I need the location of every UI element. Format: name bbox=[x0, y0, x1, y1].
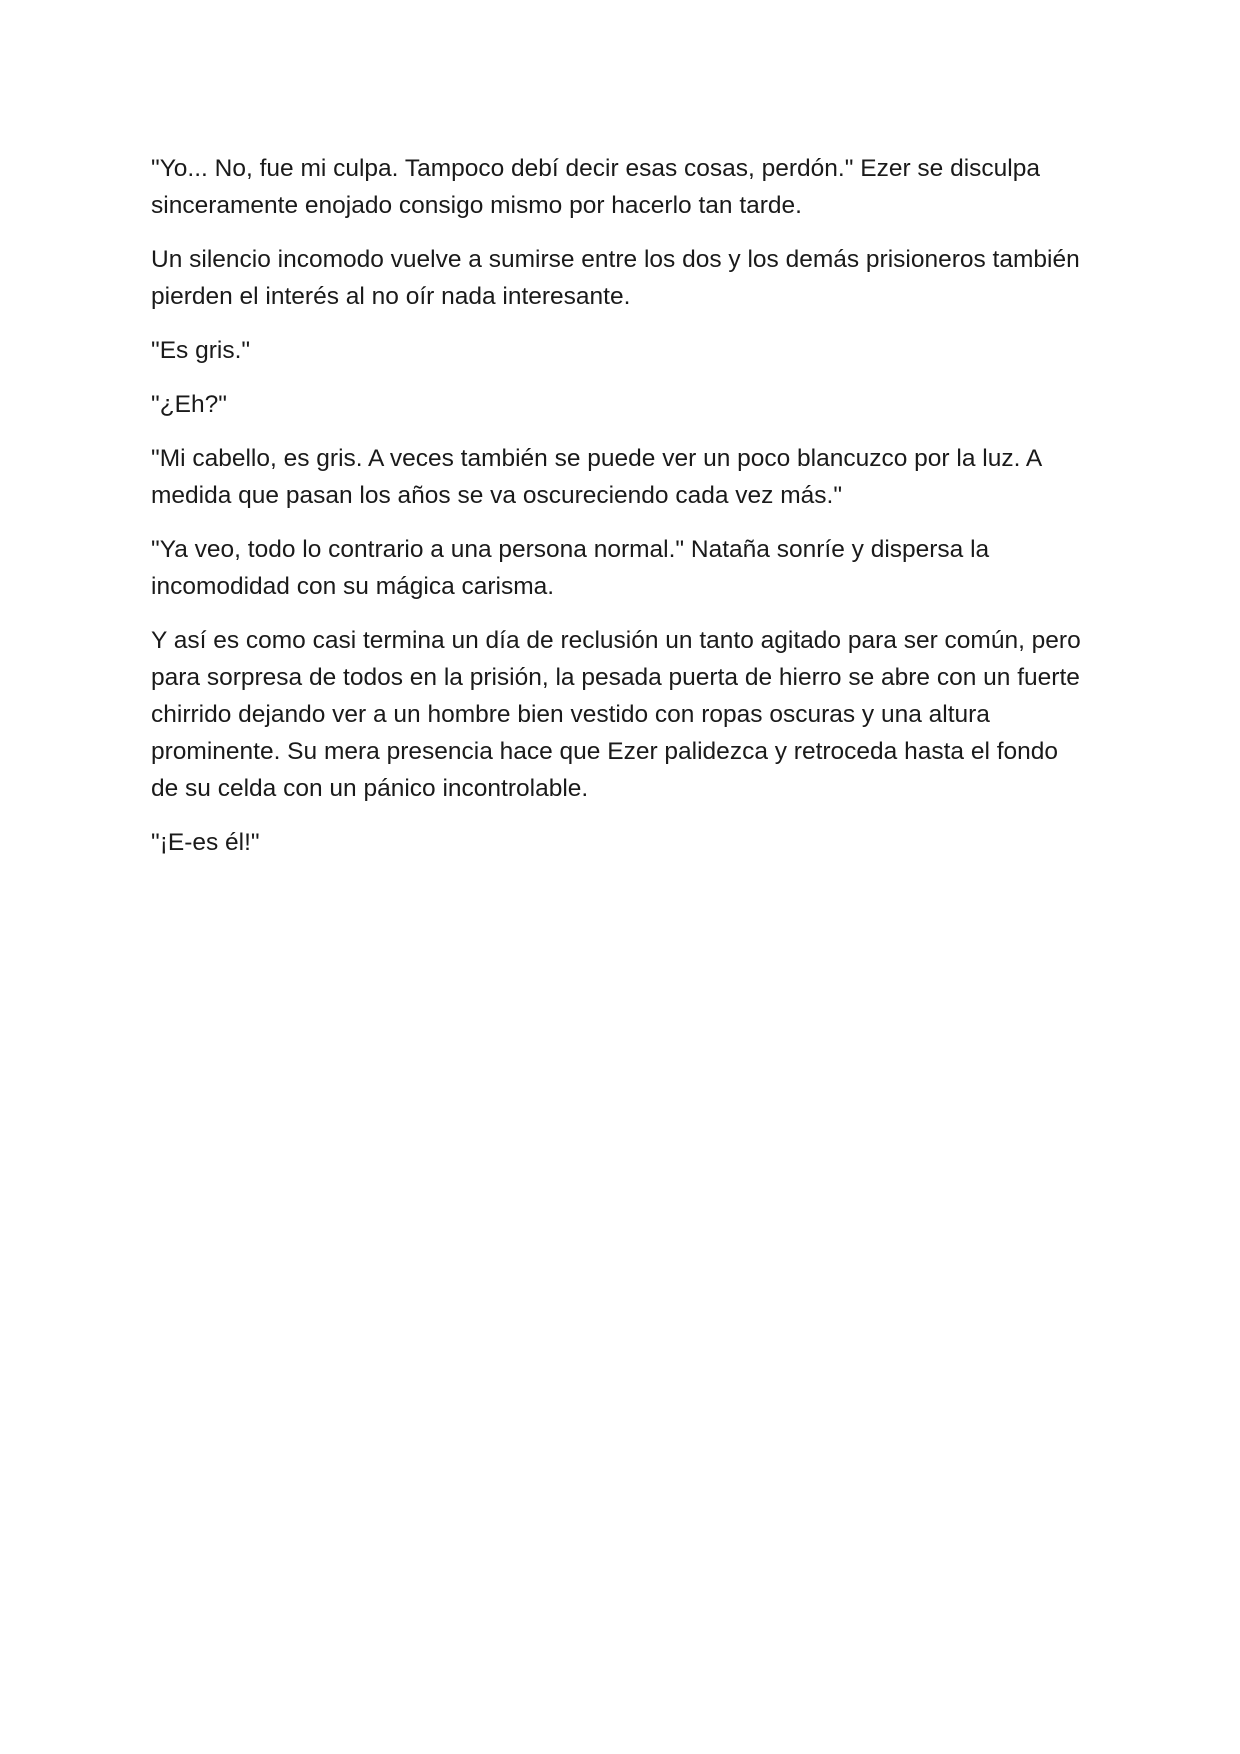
paragraph: "Ya veo, todo lo contrario a una persona normal." Nataña sonríe y dispersa la incomodidad con su mágica carisma. bbox=[151, 536, 990, 600]
paragraph: "¿Eh?" bbox=[151, 391, 227, 418]
paragraph: "Mi cabello, es gris. A veces también se puede ver un poco blancuzco por la luz. A medida que pasan los años se va oscureciendo cada vez más." bbox=[151, 445, 1041, 509]
paragraph: "Yo... No, fue mi culpa. Tampoco debí decir esas cosas, perdón." Ezer se disculpa sinceramente enojado consigo mismo por hacerlo tan tarde. bbox=[151, 155, 1040, 219]
paragraph: "Es gris." bbox=[151, 337, 251, 364]
document-body bbox=[151, 150, 1091, 878]
paragraph: Un silencio incomodo vuelve a sumirse entre los dos y los demás prisioneros también pierden el interés al no oír nada interesante. bbox=[151, 246, 1080, 310]
paragraph: Y así es como casi termina un día de reclusión un tanto agitado para ser común, pero para sorpresa de todos en la prisión, la pesada puerta de hierro se abre con un fuerte chirrido dejando ver a un hombre bien vestido con ropas oscuras y una altura prominente. Su mera presencia hace que Ezer palidezca y retroceda hasta el fondo de su celda con un pánico incontrolable. bbox=[151, 627, 1081, 802]
paragraph: "¡E-es él!" bbox=[151, 829, 260, 856]
